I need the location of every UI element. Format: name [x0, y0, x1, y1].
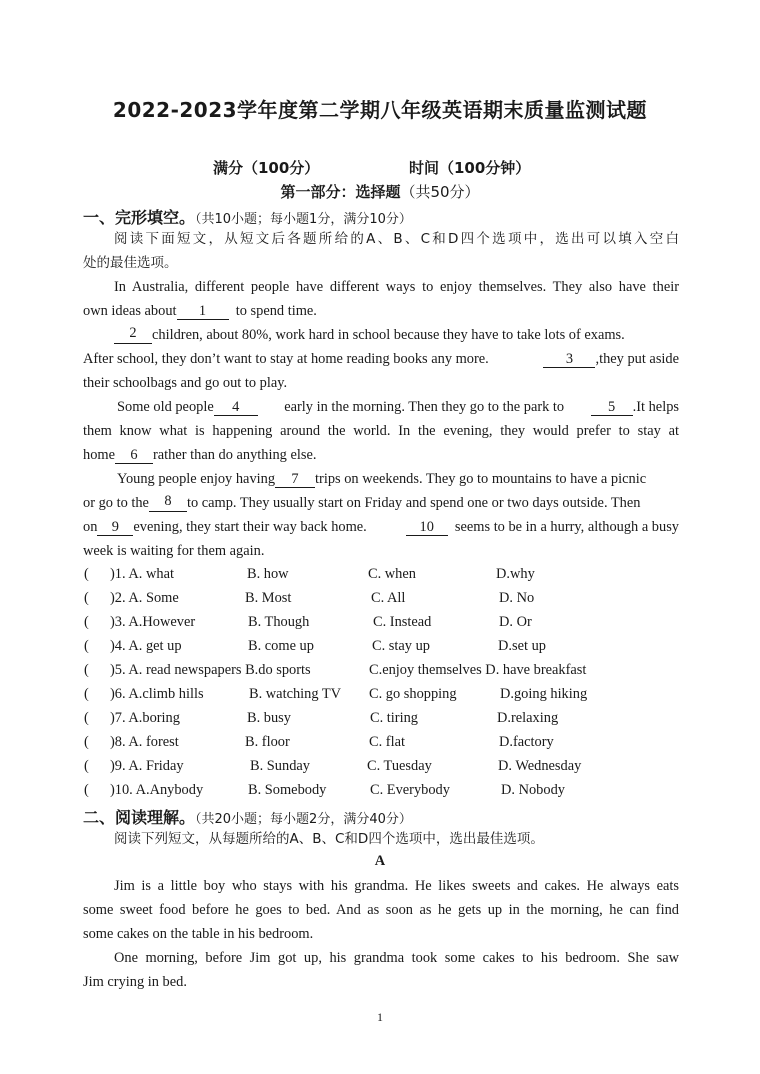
passage-text: children, about 80%, work hard in school because they have to take lots of exams. [152, 327, 625, 343]
option-c: C. Everybody [370, 782, 450, 798]
full-marks: 满分（100分） [213, 159, 320, 177]
option-d: D.going hiking [500, 686, 588, 702]
part-one-heading [0, 181, 760, 202]
exam-title: 2022-2023学年度第二学期八年级英语期末质量监测试题 [112, 98, 648, 122]
option-d: D.factory [499, 734, 554, 750]
option-d: D.set up [498, 638, 546, 654]
passage-text: to spend time. [235, 303, 317, 319]
passage-text: Young people enjoy having [117, 471, 276, 487]
option-b: B. Most [245, 590, 292, 606]
answer-paren: ( [84, 638, 89, 654]
option-c: C. Tuesday [367, 758, 432, 774]
option-c: C. tiring [370, 710, 418, 726]
passage-text: ,they put aside [595, 351, 679, 367]
answer-paren: ( [84, 590, 89, 606]
passage-text: to camp. They usually start on Friday and spend one or two days outside. Then [186, 495, 641, 511]
blank-9: 9 [97, 520, 133, 536]
passage-line: In Australia, different people have different ways to enjoy themselves. They also have their [114, 279, 679, 295]
option-a: )8. A. forest [110, 734, 179, 750]
passage-text: .It helps [632, 399, 679, 415]
part-one-note: （共50分） [400, 183, 480, 201]
option-c: C. stay up [372, 638, 430, 654]
blank-5: 5 [591, 400, 633, 416]
blank-6: 6 [115, 448, 153, 464]
option-a: )10. A.Anybody [110, 782, 204, 798]
blank-2: 2 [114, 326, 152, 344]
page-number: 1 [377, 1010, 383, 1024]
passage-text: on [83, 519, 98, 535]
passage-line [114, 326, 679, 344]
part-one-label: 第一部分：选择题 [280, 183, 401, 201]
section1-instruction-1: 阅读下面短文，从短文后各题所给的A、B、C和D四个选项中，选出可以填入空白 [114, 231, 679, 247]
option-a: )7. A.boring [110, 710, 180, 726]
passage-line [83, 494, 679, 512]
option-c: C. flat [369, 734, 405, 750]
option-a: )3. A.However [110, 614, 196, 630]
section1-instruction-2: 处的最佳选项。 [83, 255, 178, 271]
option-b: B. watching TV [249, 686, 342, 702]
answer-paren: ( [84, 566, 89, 582]
passage-text: own ideas about [83, 303, 177, 319]
option-a: )9. A. Friday [110, 758, 184, 774]
passage-line [83, 518, 679, 536]
option-b: B. Though [248, 614, 310, 630]
option-d: D. Or [499, 614, 532, 630]
answer-paren: ( [84, 662, 89, 678]
option-b: B. floor [245, 734, 290, 750]
section2-instruction: 阅读下列短文，从每题所给的A、B、C和D四个选项中，选出最佳选项。 [114, 831, 544, 847]
option-a: )5. A. read newspapers B.do sports [110, 662, 311, 678]
passage-text: trips on weekends. They go to mountains to have a picnic [315, 471, 647, 487]
passage-line [83, 350, 679, 368]
section1-title: 一、完形填空。 [83, 208, 196, 227]
passage-text: early in the morning. Then they go to the park to [284, 399, 565, 415]
passage-line: them know what is happening around the world. In the evening, they would prefer to stay at [83, 423, 679, 439]
option-b: B. come up [248, 638, 314, 654]
passage-line [83, 446, 316, 464]
option-a: )4. A. get up [110, 638, 182, 654]
option-c: C. Instead [373, 614, 432, 630]
reading-line: One morning, before Jim got up, his grandma took some cakes to his bedroom. She saw [114, 950, 679, 966]
option-c: C. All [371, 590, 406, 606]
passage-line [83, 302, 317, 320]
option-d: D.why [496, 566, 535, 582]
option-b: B. Sunday [250, 758, 310, 774]
passage-label: A [374, 853, 386, 869]
option-d: D. Wednesday [498, 758, 582, 774]
answer-paren: ( [84, 710, 89, 726]
blank-4: 4 [214, 400, 258, 416]
reading-line: some sweet food before he goes to bed. And as soon as he gets up in the morning, he can find [83, 902, 679, 918]
blank-10: 10 [406, 520, 448, 536]
blank-8: 8 [149, 494, 187, 512]
passage-text: home [83, 447, 115, 463]
passage-line: week is waiting for them again. [83, 543, 265, 559]
answer-paren: ( [84, 686, 89, 702]
passage-text: evening, they start their way back home. [133, 519, 367, 535]
answer-paren: ( [84, 614, 89, 630]
passage-text: After school, they don’t want to stay at home reading books any more. [83, 351, 489, 367]
option-d: D. No [499, 590, 535, 606]
section2-note: （共20小题；每小题2分，满分40分） [195, 812, 412, 827]
passage-line [117, 398, 679, 416]
option-d: D.relaxing [497, 710, 559, 726]
option-c: C. when [368, 566, 416, 582]
passage-text: Some old people [117, 399, 214, 415]
passage-text: rather than do anything else. [152, 447, 317, 463]
section2-heading [83, 805, 412, 828]
option-c: C. go shopping [369, 686, 457, 702]
option-a: )2. A. Some [110, 590, 179, 606]
section1-heading [83, 205, 412, 228]
option-b: B. Somebody [248, 782, 327, 798]
passage-text: or go to the [83, 495, 149, 511]
time-limit: 时间（100分钟） [409, 159, 531, 177]
reading-line: Jim is a little boy who stays with his grandma. He likes sweets and cakes. He always eats [114, 878, 679, 894]
section1-note: （共10小题；每小题1分，满分10分） [195, 212, 412, 227]
option-a: )1. A. what [110, 566, 174, 582]
passage-line: their schoolbags and go out to play. [83, 375, 288, 391]
option-c: C.enjoy themselves D. have breakfast [369, 662, 587, 678]
blank-7: 7 [275, 472, 315, 488]
answer-paren: ( [84, 758, 89, 774]
answer-paren: ( [84, 782, 89, 798]
section2-title: 二、阅读理解。 [83, 808, 196, 827]
option-b: B. how [247, 566, 289, 582]
passage-text: seems to be in a hurry, although a busy [454, 519, 679, 535]
option-a: )6. A.climb hills [110, 686, 204, 702]
blank-1: 1 [177, 304, 229, 320]
option-d: D. Nobody [501, 782, 565, 798]
blank-3: 3 [543, 352, 595, 368]
answer-paren: ( [84, 734, 89, 750]
reading-line: Jim crying in bed. [83, 974, 187, 990]
passage-line [117, 470, 679, 488]
option-b: B. busy [247, 710, 291, 726]
reading-line: some cakes on the table in his bedroom. [83, 926, 314, 942]
